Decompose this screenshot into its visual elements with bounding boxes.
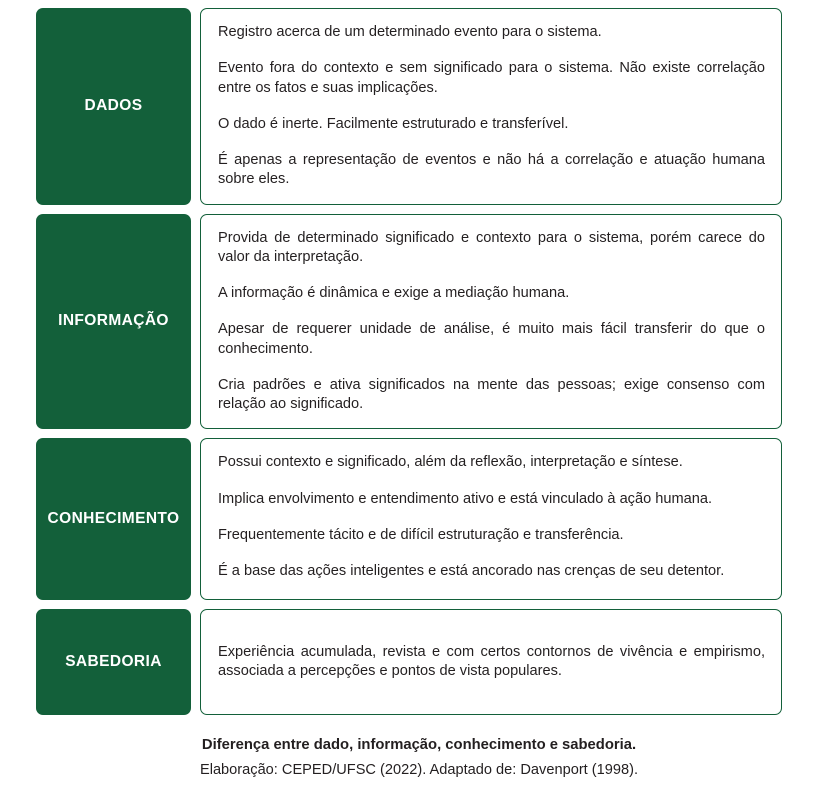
row-label-conhecimento	[36, 438, 191, 600]
diagram-row-sabedoria	[36, 609, 782, 715]
row-content-conhecimento	[200, 438, 782, 600]
row-label-informacao	[36, 214, 191, 430]
row-label-sabedoria	[36, 609, 191, 715]
content-paragraph: A informação é dinâmica e exige a mediação humana.	[218, 285, 570, 301]
row-label-dados	[36, 8, 191, 205]
row-label-text: SABEDORIA	[65, 652, 162, 670]
row-content-dados	[200, 8, 782, 205]
content-paragraph: Registro acerca de um determinado evento para o sistema.	[218, 24, 602, 40]
content-paragraph: Provida de determinado significado e contexto para o sistema, porém carece do valor da interpretação.	[218, 229, 765, 265]
content-paragraph: Experiência acumulada, revista e com certos contornos de vivência e empirismo, associada a percepções e pontos de vista populares.	[218, 644, 765, 680]
row-label-text: INFORMAÇÃO	[58, 312, 169, 330]
row-label-text: DADOS	[84, 96, 143, 114]
caption-title: Diferença entre dado, informação, conhecimento e sabedoria.	[201, 737, 637, 754]
row-label-text: CONHECIMENTO	[47, 509, 180, 527]
diagram-row-conhecimento	[36, 438, 782, 600]
diagram-row-informacao	[36, 214, 782, 430]
content-paragraph: Cria padrões e ativa significados na mente das pessoas; exige consenso com relação ao significado.	[218, 376, 765, 412]
row-content-informacao	[200, 214, 782, 430]
content-paragraph: Implica envolvimento e entendimento ativo e está vinculado à ação humana.	[218, 490, 713, 507]
content-paragraph: É a base das ações inteligentes e está ancorado nas crenças de seu detentor.	[218, 563, 725, 579]
caption-source: Elaboração: CEPED/UFSC (2022). Adaptado de: Davenport (1998).	[199, 762, 639, 779]
content-paragraph: Frequentemente tácito e de difícil estruturação e transferência.	[218, 526, 624, 543]
content-paragraph: Apesar de requerer unidade de análise, é muito mais fácil transferir do que o conhecimento.	[218, 321, 765, 357]
content-paragraph: Possui contexto e significado, além da reflexão, interpretação e síntese.	[218, 454, 683, 471]
content-paragraph: Evento fora do contexto e sem significado para o sistema. Não existe correlação entre os fatos e suas implicações.	[218, 60, 765, 96]
row-content-sabedoria	[200, 609, 782, 715]
content-paragraph: É apenas a representação de eventos e não há a correlação e atuação humana sobre eles.	[218, 152, 765, 188]
diagram-row-dados	[36, 8, 782, 205]
figure-caption	[36, 737, 782, 778]
content-paragraph: O dado é inerte. Facilmente estruturado e transferível.	[218, 115, 569, 132]
